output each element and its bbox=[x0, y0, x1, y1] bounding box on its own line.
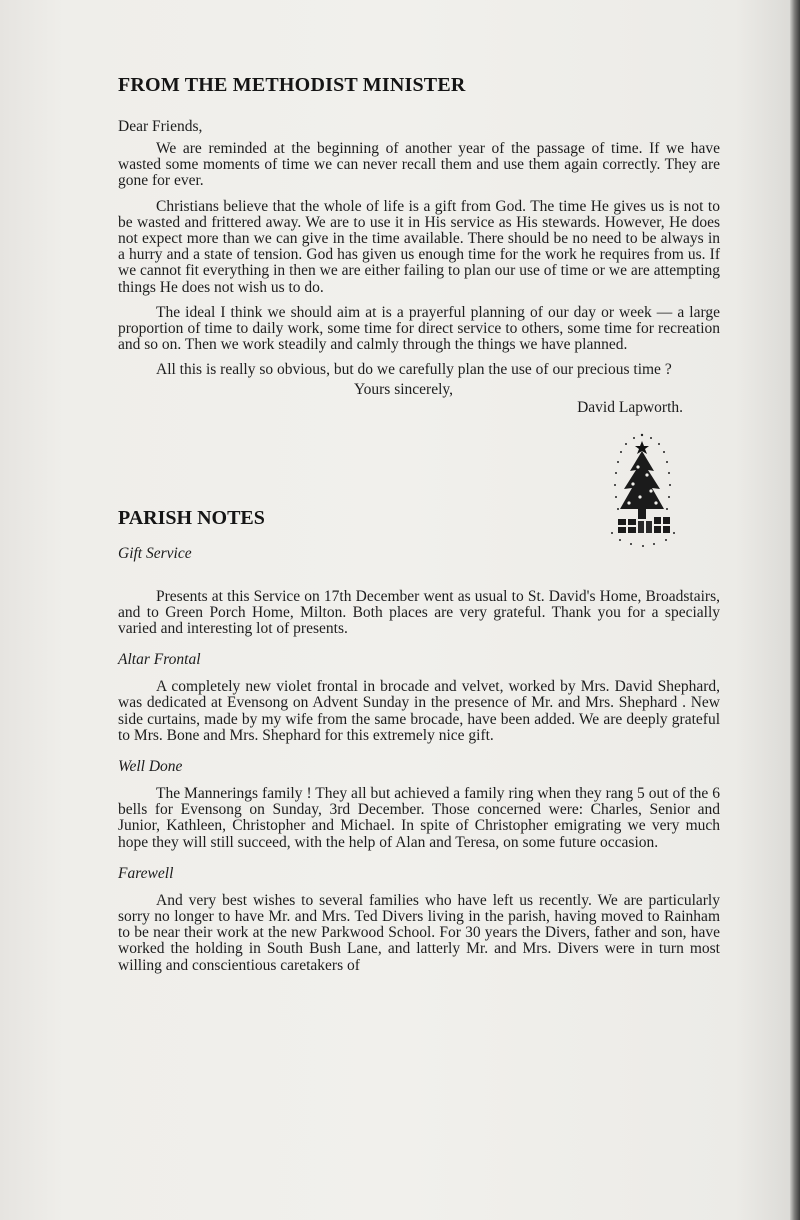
minister-paragraph-4: All this is really so obvious, but do we carefully plan the use of our precious time ? bbox=[156, 361, 672, 379]
parish-heading-row bbox=[118, 507, 720, 530]
minister-paragraph-1: We are reminded at the beginning of another year of the passage of time. If we have wasted some moments of time we can never recall them and use them again correctly. They are gone for ever. bbox=[118, 140, 720, 190]
section-title-altar-frontal: Altar Frontal bbox=[118, 651, 201, 669]
salutation: Dear Friends, bbox=[118, 118, 203, 135]
section-text-gift-service: Presents at this Service on 17th December went as usual to St. David's Home, Broadstairs, and to Green Porch Home, Milton. Both places are very grateful. Thank you for a specially varied and interesting lot of presents. bbox=[118, 587, 720, 638]
signature: David Lapworth. bbox=[577, 398, 683, 416]
minister-heading: FROM THE METHODIST MINISTER bbox=[118, 74, 466, 96]
section-text-farewell: And very best wishes to several families who have left us recently. We are particularly sorry no longer to have Mr. and Mrs. Ted Divers living in the parish, having moved to Rainham to be near their work at the new Parkwood School. For 30 years the Divers, father and son, have worked the holding in South Bush Lane, and latterly Mr. and Mrs. Divers were in turn most willing and conscientious caretakers of bbox=[118, 891, 720, 974]
page-content bbox=[118, 74, 720, 983]
parish-heading: PARISH NOTES bbox=[118, 506, 265, 529]
section-text-altar-frontal: A completely new violet frontal in brocade and velvet, worked by Mrs. David Shephard, was dedicated at Evensong on Advent Sunday in the presence of Mr. and Mrs. Shephard . New side curtains, made by my wife from the same brocade, have been added. We are deeply grateful to Mrs. Bone and Mrs. Shephard for this extremely nice gift. bbox=[118, 678, 720, 744]
page-edge-shadow bbox=[790, 0, 800, 1220]
section-title-gift-service: Gift Service bbox=[118, 544, 192, 562]
closing-line: Yours sincerely, bbox=[354, 380, 454, 398]
section-text-well-done: The Mannerings family ! They all but achieved a family ring when they rang 5 out of the 6 bells for Evensong on Sunday, 3rd December. Those concerned were: Charles, Senior and Junior, Kathleen, Christopher and Michael. In spite of Christopher emigrating we very much hope they will still succeed, with the help of Alan and Teresa, on some future occasion. bbox=[118, 785, 720, 851]
minister-paragraph-3: The ideal I think we should aim at is a prayerful planning of our day or week — a large proportion of time to daily work, some time for direct service to others, some time for recreation and so on. Then we work steadily and calmly through the things we have planned. bbox=[118, 303, 720, 354]
christmas-tree-icon bbox=[596, 429, 688, 549]
minister-paragraph-2: Christians believe that the whole of life is a gift from God. The time He gives us is not to be wasted and frittered away. We are to use it in His service as His stewards. However, He does not expect more than we can give in the time available. There should be no need to be always in a hurry and a state of tension. God has given us enough time for the work he requires from us. If we cannot fit everything in then we are either failing to plan our use of time or we are attempting things He does not wish us to do. bbox=[118, 197, 720, 296]
section-title-farewell: Farewell bbox=[118, 864, 174, 882]
section-title-well-done: Well Done bbox=[118, 758, 183, 776]
